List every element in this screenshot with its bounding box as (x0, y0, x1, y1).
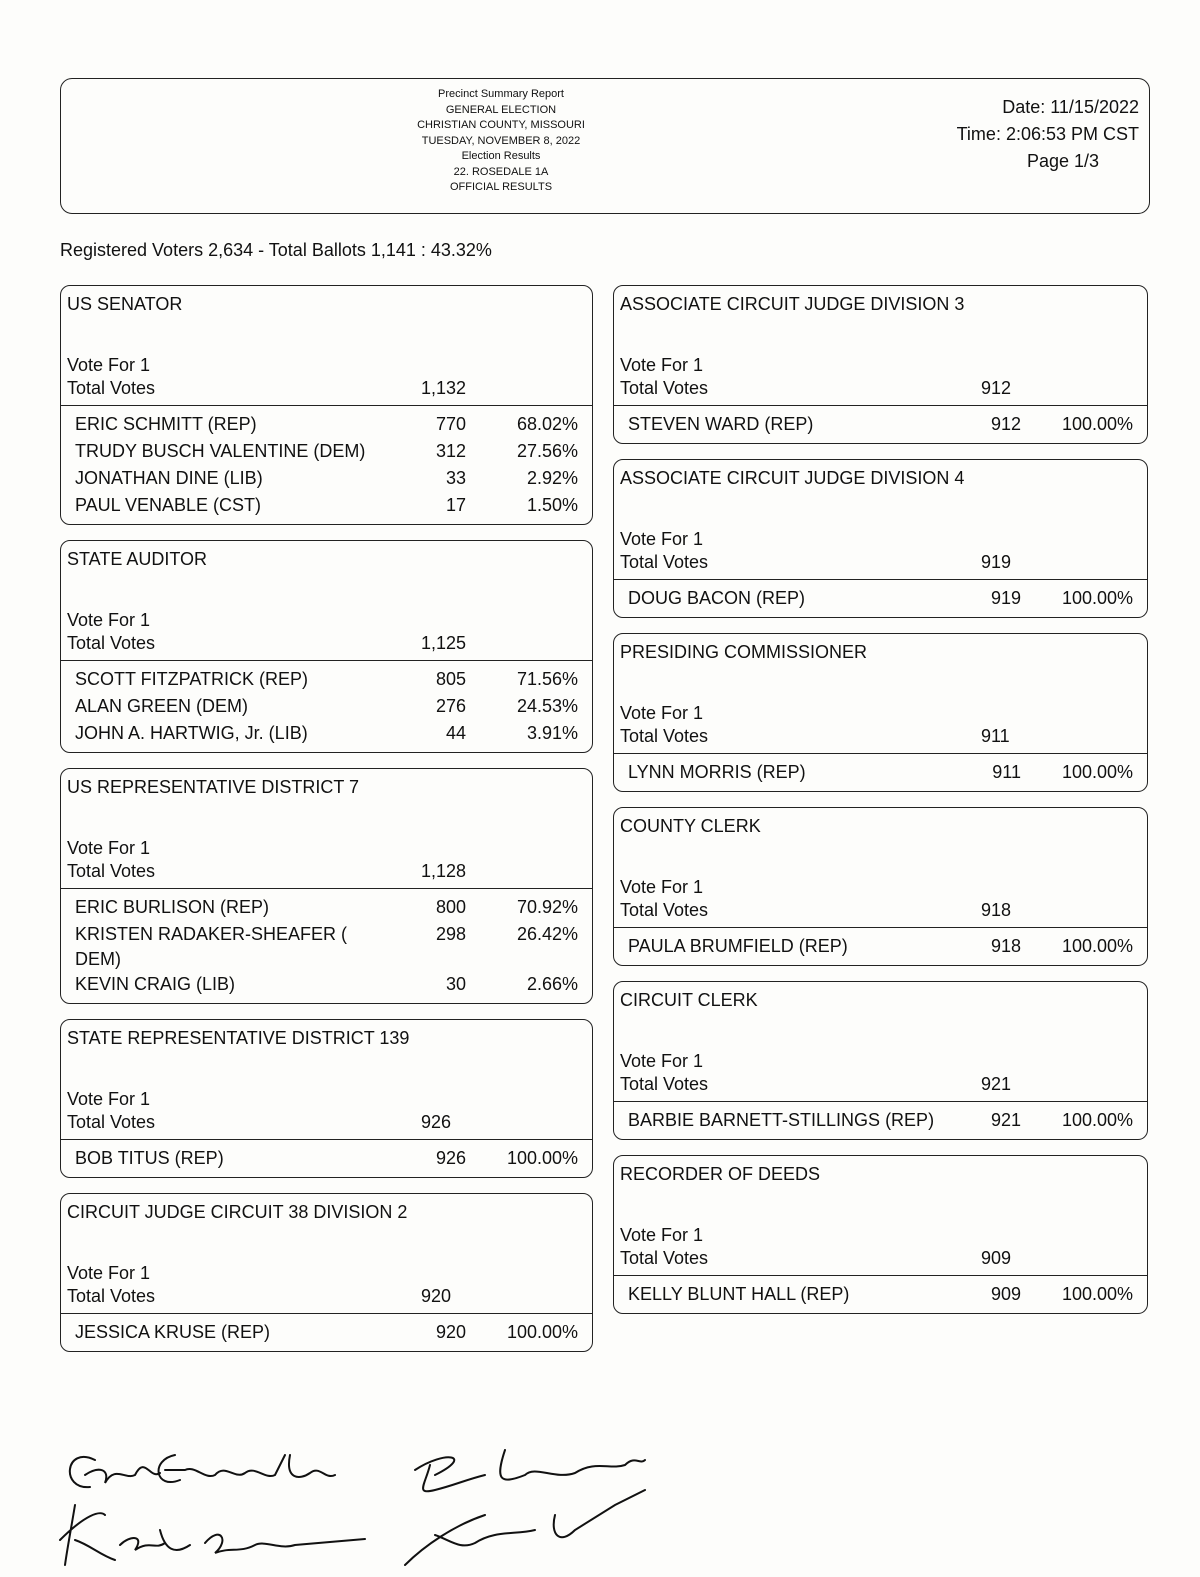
total-votes-value: 911 (981, 726, 1010, 746)
candidate-name: KRISTEN RADAKER-SHEAFER ( DEM) (75, 924, 348, 969)
candidate-name: ALAN GREEN (DEM) (75, 696, 249, 716)
candidate-row (75, 493, 592, 520)
candidate-votes: 800 (435, 897, 466, 917)
right-column (613, 285, 1148, 1329)
signatures (55, 1435, 655, 1575)
candidate-row (628, 586, 1147, 613)
candidate-row (75, 1146, 592, 1173)
candidate-list (61, 889, 592, 1003)
report-date: Date: 11/15/2022 (1002, 97, 1139, 117)
candidate-name: JONATHAN DINE (LIB) (75, 468, 263, 488)
candidate-row (75, 895, 592, 922)
candidate-votes: 920 (435, 1322, 466, 1342)
candidate-votes: 805 (435, 669, 466, 689)
contest-title: STATE AUDITOR (67, 549, 208, 569)
report-meta (957, 94, 1139, 175)
report-line: Election Results (461, 150, 541, 162)
contest-title: PRESIDING COMMISSIONER (620, 642, 868, 662)
candidate-list (61, 661, 592, 752)
candidate-row (75, 721, 592, 748)
candidate-percent: 27.56% (516, 441, 578, 461)
signature-4 (405, 1490, 645, 1565)
candidate-row (628, 760, 1147, 787)
total-votes-label: Total Votes (620, 552, 709, 572)
total-votes-row (61, 1284, 592, 1314)
candidate-row (75, 694, 592, 721)
candidate-percent: 100.00% (1061, 936, 1133, 956)
total-votes-row (61, 631, 592, 661)
candidate-name: STEVEN WARD (REP) (628, 414, 814, 434)
contest-title: US SENATOR (67, 294, 183, 314)
candidate-percent: 68.02% (516, 414, 578, 434)
candidate-votes: 298 (435, 924, 466, 944)
total-votes-label: Total Votes (620, 726, 709, 746)
vote-for-label: Vote For 1 (620, 355, 704, 375)
candidate-row (628, 1108, 1147, 1135)
vote-for-label: Vote For 1 (67, 1263, 151, 1283)
total-votes-row (61, 1110, 592, 1140)
contest-title: STATE REPRESENTATIVE DISTRICT 139 (67, 1028, 410, 1048)
candidate-name: PAUL VENABLE (CST) (75, 495, 262, 515)
candidate-percent: 24.53% (516, 696, 578, 716)
candidate-row (75, 466, 592, 493)
candidate-row (75, 667, 592, 694)
candidate-percent: 100.00% (1061, 588, 1133, 608)
left-column (60, 285, 593, 1367)
contest-box (60, 768, 593, 1004)
candidate-votes: 44 (445, 723, 466, 743)
signature-2 (60, 1505, 365, 1565)
candidate-list (61, 406, 592, 524)
candidate-name: PAULA BRUMFIELD (REP) (628, 936, 848, 956)
candidate-percent: 26.42% (516, 924, 578, 944)
report-line: OFFICIAL RESULTS (449, 181, 553, 193)
candidate-name: JESSICA KRUSE (REP) (75, 1322, 271, 1342)
candidate-votes: 312 (435, 441, 466, 461)
total-votes-value: 918 (981, 900, 1012, 920)
candidate-name: DOUG BACON (REP) (628, 588, 806, 608)
candidate-percent: 2.92% (526, 468, 578, 488)
contest-box (60, 285, 593, 525)
total-votes-value: 912 (981, 378, 1012, 398)
candidate-row (75, 1320, 592, 1347)
candidate-votes: 909 (990, 1284, 1021, 1304)
candidate-name: KELLY BLUNT HALL (REP) (628, 1284, 850, 1304)
candidate-votes: 921 (990, 1110, 1021, 1130)
total-votes-row (614, 376, 1147, 406)
contest-box (613, 981, 1148, 1140)
total-votes-label: Total Votes (620, 378, 709, 398)
candidate-name: SCOTT FITZPATRICK (REP) (75, 669, 308, 689)
contest-title: COUNTY CLERK (620, 816, 761, 836)
candidate-row (75, 412, 592, 439)
total-votes-row (61, 376, 592, 406)
candidate-percent: 2.66% (526, 974, 578, 994)
candidate-name: ERIC BURLISON (REP) (75, 897, 270, 917)
vote-for-label: Vote For 1 (620, 1051, 704, 1071)
candidate-list (614, 1276, 1147, 1313)
candidate-votes: 770 (435, 414, 466, 434)
candidate-votes: 33 (445, 468, 466, 488)
total-votes-label: Total Votes (620, 1074, 709, 1094)
vote-for-label: Vote For 1 (67, 610, 151, 630)
total-votes-label: Total Votes (67, 1112, 156, 1132)
candidate-votes: 926 (435, 1148, 466, 1168)
candidate-row (75, 439, 592, 466)
vote-for-label: Vote For 1 (67, 355, 151, 375)
total-votes-row (614, 724, 1147, 754)
candidate-name: LYNN MORRIS (REP) (628, 762, 806, 782)
report-line: TUESDAY, NOVEMBER 8, 2022 (421, 134, 581, 147)
candidate-percent: 3.91% (526, 723, 578, 743)
total-votes-row (614, 550, 1147, 580)
candidate-list (614, 754, 1147, 791)
vote-for-label: Vote For 1 (67, 1089, 151, 1109)
candidate-percent: 100.00% (1061, 1110, 1133, 1130)
candidate-percent: 100.00% (1061, 1284, 1133, 1304)
total-votes-label: Total Votes (67, 861, 156, 881)
candidate-row (628, 1282, 1147, 1309)
report-line: Precinct Summary Report (438, 88, 564, 100)
contest-box (613, 1155, 1148, 1314)
report-line: GENERAL ELECTION (445, 103, 557, 116)
total-votes-value: 919 (981, 552, 1012, 572)
candidate-votes: 17 (445, 495, 466, 515)
signature-3 (415, 1450, 645, 1491)
candidate-row (628, 934, 1147, 961)
contest-title: ASSOCIATE CIRCUIT JUDGE DIVISION 3 (620, 294, 965, 314)
contest-title: CIRCUIT CLERK (620, 990, 758, 1010)
report-time: Time: 2:06:53 PM CST (956, 124, 1139, 144)
candidate-percent: 71.56% (516, 669, 578, 689)
total-votes-label: Total Votes (620, 1248, 709, 1268)
candidate-name: ERIC SCHMITT (REP) (75, 414, 257, 434)
total-votes-row (61, 859, 592, 889)
candidate-name: JOHN A. HARTWIG, Jr. (LIB) (75, 723, 308, 743)
candidate-percent: 100.00% (1061, 414, 1133, 434)
contest-box (613, 459, 1148, 618)
report-line: CHRISTIAN COUNTY, MISSOURI (417, 119, 585, 131)
report-title-block (391, 87, 611, 196)
candidate-name: KEVIN CRAIG (LIB) (75, 974, 236, 994)
candidate-name: TRUDY BUSCH VALENTINE (DEM) (75, 441, 366, 461)
candidate-votes: 919 (990, 588, 1021, 608)
total-votes-value: 909 (981, 1248, 1012, 1268)
candidate-list (614, 1102, 1147, 1139)
total-votes-value: 1,132 (421, 378, 467, 398)
candidate-list (614, 928, 1147, 965)
contest-title: CIRCUIT JUDGE CIRCUIT 38 DIVISION 2 (67, 1202, 408, 1222)
vote-for-label: Vote For 1 (620, 1225, 704, 1245)
vote-for-label: Vote For 1 (620, 703, 704, 723)
total-votes-value: 1,128 (421, 861, 467, 881)
candidate-name: BARBIE BARNETT-STILLINGS (REP) (628, 1110, 935, 1130)
contest-box (60, 1193, 593, 1352)
total-votes-row (614, 1072, 1147, 1102)
candidate-list (61, 1140, 592, 1177)
page-number: Page 1/3 (1026, 151, 1099, 171)
candidate-votes: 30 (445, 974, 466, 994)
contest-title: US REPRESENTATIVE DISTRICT 7 (67, 777, 360, 797)
contest-box (613, 633, 1148, 792)
contest-title: RECORDER OF DEEDS (620, 1164, 821, 1184)
registration-summary: Registered Voters 2,634 - Total Ballots 1,141 : 43.32% (60, 240, 492, 260)
candidate-row (75, 922, 592, 972)
total-votes-value: 920 (421, 1286, 452, 1306)
candidate-percent: 100.00% (1061, 762, 1133, 782)
candidate-list (614, 580, 1147, 617)
vote-for-label: Vote For 1 (620, 529, 704, 549)
total-votes-row (614, 1246, 1147, 1276)
signature-1 (70, 1455, 335, 1487)
vote-for-label: Vote For 1 (620, 877, 704, 897)
candidate-votes: 276 (435, 696, 466, 716)
report-line: 22. ROSEDALE 1A (453, 165, 549, 178)
candidate-row (75, 972, 592, 999)
candidate-percent: 100.00% (506, 1322, 578, 1342)
contest-box (60, 1019, 593, 1178)
candidate-votes: 918 (990, 936, 1021, 956)
total-votes-row (614, 898, 1147, 928)
candidate-votes: 911 (992, 762, 1021, 782)
contest-box (613, 285, 1148, 444)
candidate-row (628, 412, 1147, 439)
contest-box (60, 540, 593, 753)
candidate-list (61, 1314, 592, 1351)
total-votes-label: Total Votes (620, 900, 709, 920)
total-votes-label: Total Votes (67, 633, 156, 653)
contest-title: ASSOCIATE CIRCUIT JUDGE DIVISION 4 (620, 468, 965, 488)
candidate-list (614, 406, 1147, 443)
candidate-name: BOB TITUS (REP) (75, 1148, 224, 1168)
total-votes-label: Total Votes (67, 378, 156, 398)
total-votes-label: Total Votes (67, 1286, 156, 1306)
total-votes-value: 921 (981, 1074, 1012, 1094)
contest-box (613, 807, 1148, 966)
report-header (60, 78, 1150, 214)
candidate-percent: 1.50% (526, 495, 578, 515)
vote-for-label: Vote For 1 (67, 838, 151, 858)
total-votes-value: 926 (421, 1112, 452, 1132)
candidate-votes: 912 (990, 414, 1021, 434)
candidate-percent: 100.00% (506, 1148, 578, 1168)
total-votes-value: 1,125 (421, 633, 467, 653)
candidate-percent: 70.92% (516, 897, 578, 917)
